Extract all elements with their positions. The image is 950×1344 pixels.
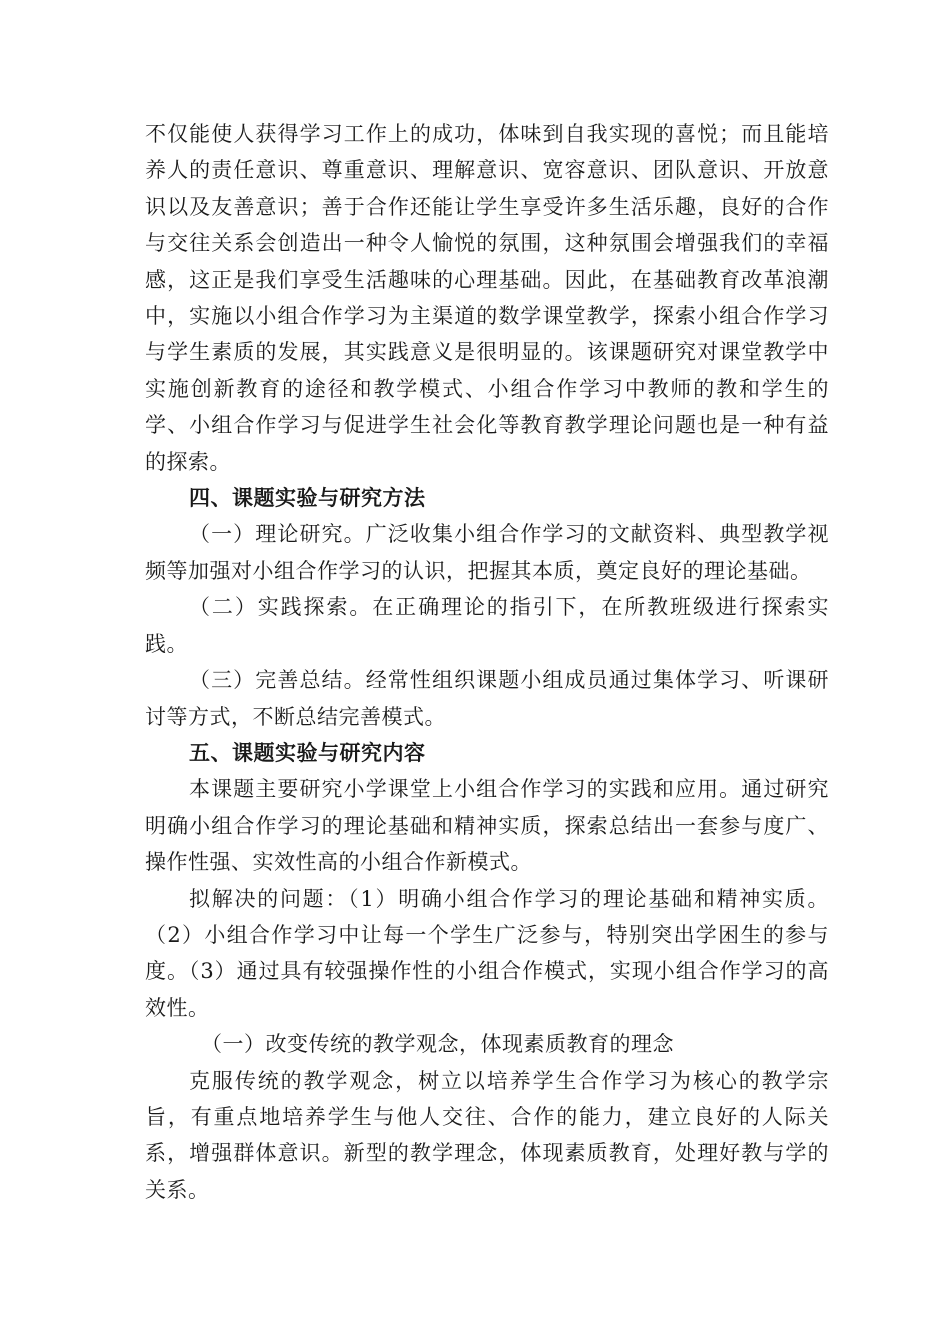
paragraph-practice-exploration: （二）实践探索。在正确理论的指引下，在所教班级进行探索实践。 [145,595,829,656]
section-heading-methods: 四、课题实验与研究方法 [189,485,426,511]
paragraph-overcome-tradition: 克服传统的教学观念，树立以培养学生合作学习为核心的教学宗旨，有重点地培养学生与他人交往、合作的能力，建立良好的人际关系，增强群体意识。新型的教学理念，体现素质教育，处理好教与学的关系。 [145,1068,829,1202]
paragraph-problems-to-solve: 拟解决的问题：（1）明确小组合作学习的理论基础和精神实质。（2）小组合作学习中让每一个学生广泛参与，特别突出学困生的参与度。（3）通过具有较强操作性的小组合作模式，实现小组合作学习的高效性。 [145,886,829,1020]
document-page [145,116,829,1208]
paragraph-continuation: 不仅能使人获得学习工作上的成功，体味到自我实现的喜悦；而且能培养人的责任意识、尊重意识、理解意识、宽容意识、团队意识、开放意识以及友善意识；善于合作还能让学生享受许多生活乐趣，良好的合作与交往关系会创造出一种令人愉悦的氛围，这种氛围会增强我们的幸福感，这正是我们享受生活趣味的心理基础。因此，在基础教育改革浪潮中，实施以小组合作学习为主渠道的数学课堂教学，探索小组合作学习与学生素质的发展，其实践意义是很明显的。该课题研究对课堂教学中实施创新教育的途径和教学模式、小组合作学习中教师的教和学生的学、小组合作学习与促进学生社会化等教育教学理论问题也是一种有益的探索。 [145,122,829,474]
subsection-heading-change-concept: （一）改变传统的教学观念，体现素质教育的理念 [201,1032,674,1057]
paragraph-theory-research: （一）理论研究。广泛收集小组合作学习的文献资料、典型教学视频等加强对小组合作学习的认识，把握其本质，奠定良好的理论基础。 [145,522,829,583]
paragraph-research-content: 本课题主要研究小学课堂上小组合作学习的实践和应用。通过研究明确小组合作学习的理论基础和精神实质，探索总结出一套参与度广、操作性强、实效性高的小组合作新模式。 [145,777,829,875]
paragraph-summary: （三）完善总结。经常性组织课题小组成员通过集体学习、听课研讨等方式，不断总结完善模式。 [145,668,829,729]
section-heading-content: 五、课题实验与研究内容 [189,739,426,765]
